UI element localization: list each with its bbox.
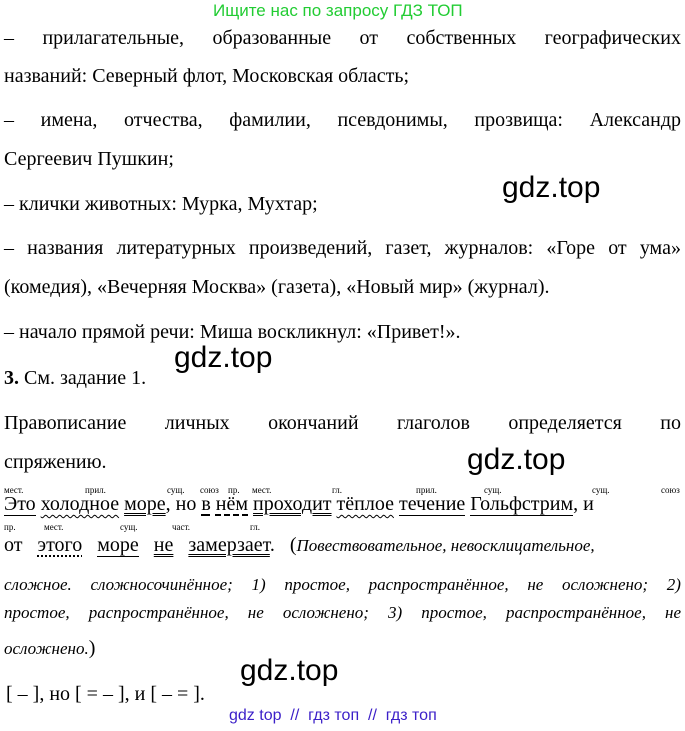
pos-label: сущ. — [484, 485, 502, 495]
line-geo-names: названий: Северный флот, Московская область; — [4, 65, 410, 87]
pos-label: мест. — [4, 485, 24, 495]
subject-word: Это — [4, 493, 36, 515]
analysis-line-2: сложное. сложносочинённое; 1) простое, распространённое, не осложнено; 2) — [4, 575, 681, 594]
header-search-link[interactable]: Ищите нас по запросу ГДЗ ТОП — [213, 1, 463, 20]
line-animals: – клички животных: Мурка, Мухтар; — [4, 193, 318, 215]
sentence-line-1: Это холодное море, но в нём проходит тёплое течение Гольфстрим, и — [4, 493, 594, 515]
pos-label: пр. — [228, 485, 240, 495]
watermark: gdz.top — [240, 654, 339, 687]
sentence-scheme: [ – ], но [ = – ], и [ – = ]. — [6, 683, 205, 705]
attribute-word: этого — [37, 534, 83, 556]
analysis-line-3: простое, распространённое, не осложнено; 3) простое, распространённое, не — [4, 603, 681, 622]
pos-label: сущ. — [120, 522, 138, 532]
line-direct-speech: – начало прямой речи: Миша воскликнул: «Привет!». — [4, 321, 461, 343]
paren-open: ( — [289, 534, 297, 556]
analysis-text: Повествовательное, невосклицательное, — [296, 536, 595, 555]
line-titles: – названия литературных произведений, газет, журналов: «Горе от ума» — [4, 237, 681, 259]
pos-label: союз — [661, 485, 680, 495]
line-adjectives: – прилагательные, образованные от собственных географических — [4, 27, 681, 49]
subject-word: море — [97, 534, 139, 556]
pos-label: гл. — [332, 485, 342, 495]
subject-word: течение — [398, 493, 466, 515]
line-titles-examples: (комедия), «Вечерняя Москва» (газета), «Новый мир» (журнал). — [4, 276, 550, 298]
pos-label: союз — [200, 485, 219, 495]
task-number: 3. — [4, 367, 19, 389]
predicate-word: море — [124, 493, 166, 515]
predicate-word: не — [153, 534, 174, 556]
watermark: gdz.top — [467, 443, 566, 476]
pos-label: част. — [172, 522, 191, 532]
predicate-word: замерзает — [188, 534, 270, 556]
task-3-heading — [4, 368, 146, 388]
predicate-word: проходит — [253, 493, 332, 515]
adverbial-word: нём — [215, 493, 249, 515]
line-rule: Правописание личных окончаний глаголов определяется по — [4, 412, 681, 434]
footer-link[interactable]: гдз топ — [308, 707, 360, 724]
footer-separator: // — [368, 707, 377, 724]
pos-label: сущ. — [167, 485, 185, 495]
footer-link[interactable]: гдз топ — [385, 707, 437, 724]
pos-label: прил. — [416, 485, 437, 495]
subject-word: Гольфстрим — [470, 493, 574, 515]
watermark: gdz.top — [174, 341, 273, 374]
line-names: – имена, отчества, фамилии, псевдонимы, прозвища: Александр — [4, 109, 681, 131]
pos-label: мест. — [252, 485, 272, 495]
pos-label: мест. — [44, 522, 64, 532]
attribute-word: холодное — [40, 493, 120, 515]
line-conjugation: спряжению. — [4, 451, 107, 473]
task-text: См. задание 1. — [19, 367, 147, 389]
footer-separator: // — [290, 707, 300, 724]
pos-label: гл. — [250, 522, 260, 532]
line-pushkin: Сергеевич Пушкин; — [4, 148, 174, 170]
paren-close: ) — [88, 637, 96, 659]
sentence-line-2: от этого море не замерзает. (Повествовательное, невосклицательное, — [4, 534, 595, 556]
pos-label: пр. — [4, 522, 16, 532]
adverbial-word: в — [201, 493, 211, 515]
footer-links — [229, 707, 437, 725]
pos-label: сущ. — [592, 485, 610, 495]
footer-link[interactable]: gdz top — [229, 707, 282, 724]
pos-label: прил. — [85, 485, 106, 495]
attribute-word: тёплое — [336, 493, 394, 515]
watermark: gdz.top — [502, 171, 601, 204]
analysis-line-4: осложнено.) — [4, 637, 96, 659]
